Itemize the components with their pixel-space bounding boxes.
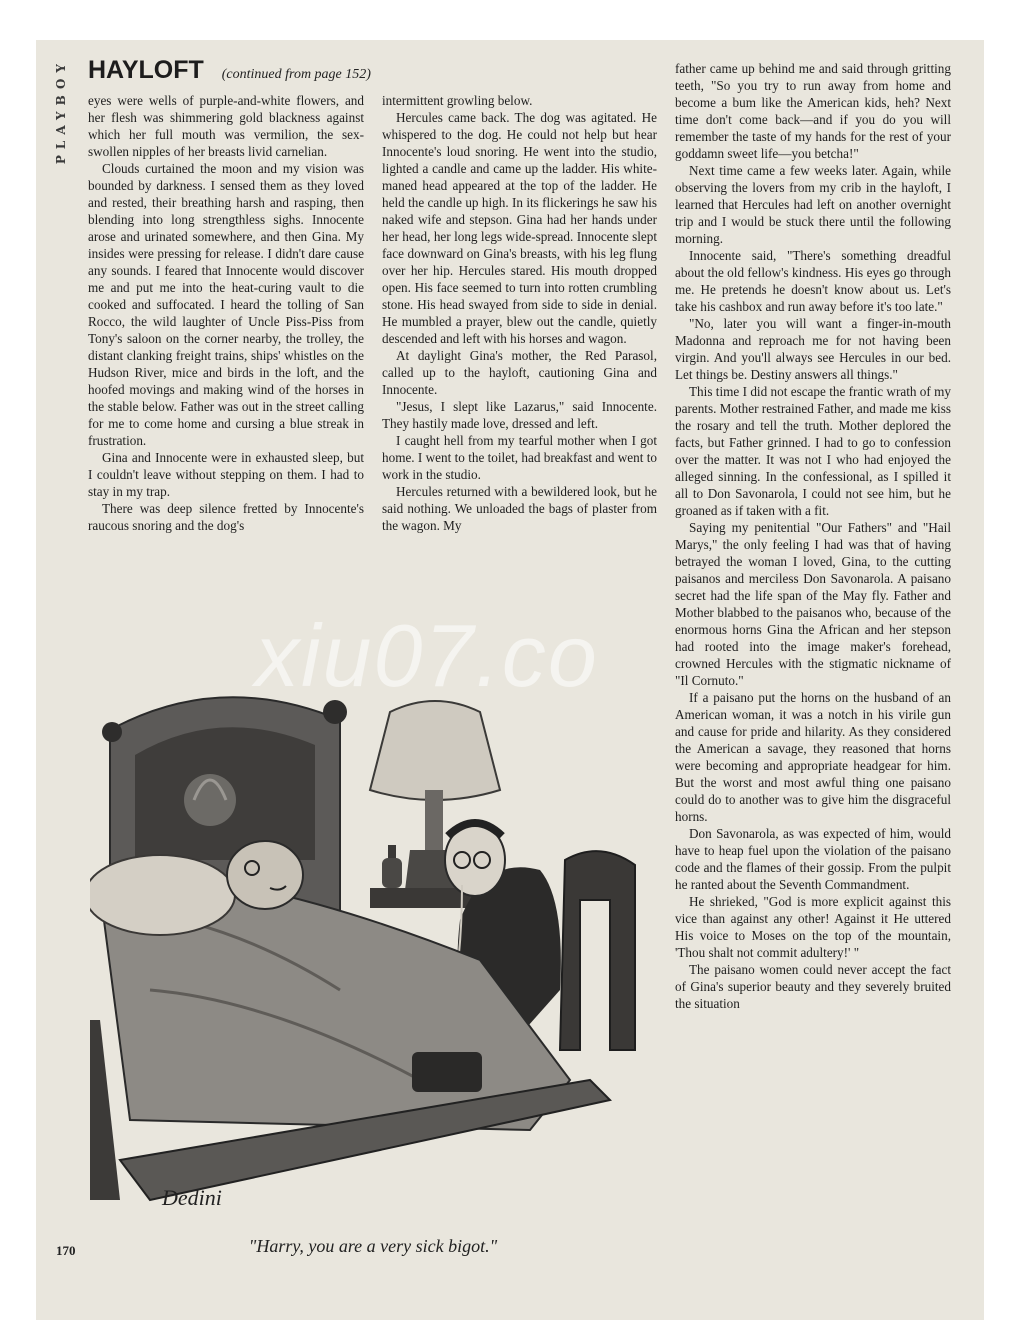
paragraph: At daylight Gina's mother, the Red Parasol, called up to the hayloft, cautioning Gina and Innocente. <box>382 348 657 397</box>
patient-figure <box>227 841 303 909</box>
text-column-1 <box>88 92 364 534</box>
cartoon-illustration <box>90 660 660 1220</box>
paragraph: There was deep silence fretted by Innocente's raucous snoring and the dog's <box>88 501 364 533</box>
paragraph: Saying my penitential "Our Fathers" and "Hail Marys," the only feeling I had was that of having betrayed the woman I loved, Gina, to the cutting paisanos and merciless Don Savonarola. A paisano secret had the life span of the May fly. Father and Mother blabbed to the paisanos who, because of the enormous horns Gina the African and her stepson had rooted into the image maker's forehead, crowned Hercules with the stigmatic nickname of "Il Cornuto." <box>675 520 951 688</box>
article-title: HAYLOFT <box>88 56 204 84</box>
cartoon-caption: "Harry, you are a very sick bigot." <box>248 1236 498 1256</box>
paragraph: Next time came a few weeks later. Again, while observing the lovers from my crib in the hayloft, I learned that Hercules had left on another overnight trip and I would be stuck there until the following morning. <box>675 163 951 246</box>
page-number: 170 <box>56 1243 76 1258</box>
watermark: xiu07.co <box>255 606 599 705</box>
artist-signature: Dedini <box>162 1185 222 1210</box>
paragraph: Innocente said, "There's something dreadful about the old fellow's kindness. His eyes go through me. He pretends he doesn't know about us. Let's take his cashbox and run away before it's too late." <box>675 248 951 314</box>
paragraph: I caught hell from my tearful mother when I got home. I went to the toilet, had breakfast and went to work in the studio. <box>382 433 657 482</box>
paragraph: Hercules returned with a bewildered look, but he said nothing. We unloaded the bags of plaster from the wagon. My <box>382 484 657 533</box>
paragraph: father came up behind me and said through gritting teeth, "So you try to run away from home and become a bum like the American kids, heh? Next time don't come back—and if you do you will remember the taste of my hands for the rest of your goddamn sweet life—you betcha!" <box>675 61 951 161</box>
paragraph: He shrieked, "God is more explicit against this vice than against any other! Against it He uttered His voice to Moses on the top of the mountain, 'Thou shalt not commit adultery!' " <box>675 894 951 960</box>
paragraph: Clouds curtained the moon and my vision was bounded by darkness. I sensed them as they loved and rested, their breathing harsh and rasping, then blending into long strengthless sighs. Innocente arose and urinated somewhere, and then Gina. My insides were pressing for release. I didn't dare cause any sounds. I feared that Innocente would discover me and put me into the heat-curing vault to die cooked and suffocated. I heard the tolling of San Rocco, the wild laughter of Uncle Piss-Piss from Tony's saloon on the corner nearby, the trolley, the distant clanking freight trains, ships' whistles on the Hudson River, mice and birds in the loft, and the hoofed movings and making wind of the horses in the stable below. Father was out in the street calling for me to come home and cursing a blue streak in frustration. <box>88 161 364 448</box>
continued-note: (continued from page 152) <box>221 67 371 82</box>
paragraph: intermittent growling below. <box>382 93 533 108</box>
text-column-3 <box>675 60 951 1012</box>
paragraph: "Jesus, I slept like Lazarus," said Innocente. They hastily made love, dressed and left. <box>382 399 657 431</box>
paragraph: Don Savonarola, as was expected of him, would have to heap fuel upon the violation of the paisano code and the flames of their gossip. From the pulpit he ranted about the Seventh Commandment. <box>675 826 951 892</box>
paragraph: Gina and Innocente were in exhausted sleep, but I couldn't leave without stepping on them. I had to stay in my trap. <box>88 450 364 499</box>
paragraph: eyes were wells of purple-and-white flowers, and her flesh was shimmering gold blackness against which her full mouth was vermilion, the sex-swollen nipples of her breasts livid carnelian. <box>88 93 364 159</box>
paragraph: "No, later you will want a finger-in-mouth Madonna and reproach me for not having been virgin. And you'll always see Hercules in our bed. Let things be. Destiny answers all things." <box>675 316 951 382</box>
text-column-2 <box>382 92 657 534</box>
paragraph: The paisano women could never accept the fact of Gina's superior beauty and they severely bruited the situation <box>675 962 951 1011</box>
paragraph: If a paisano put the horns on the husband of an American woman, it was a notch in his virile gun and cause for pride and hilarity. As they considered the American a savage, they reasoned that horns were becoming and appropriate headgear for him. But the worst and most awful thing one paisano could do to another was to give him the disgraceful horns. <box>675 690 951 824</box>
paragraph: This time I did not escape the frantic wrath of my parents. Mother restrained Father, and made me kiss the rosary and tell the truth. Mother deplored the facts, but Father grinned. I had to go to confession over the matter. It was not I who had enjoyed the alleged sinning. In the confessional, as I spilled it all to Don Savonarola, I could not see him, but he groaned as if taken with a fit. <box>675 384 951 518</box>
paragraph: Hercules came back. The dog was agitated. He whispered to the dog. He could not help but hear Innocente's loud snoring. He went into the studio, lighted a candle and came up the ladder. His white-maned head appeared at the top of the ladder. He held the candle up high. In its flickerings he saw his naked wife and stepson. Gina had her hands under her head, her long legs wide-spread. Innocente slept face downward on Gina's breasts, with his leg flung over her hip. Hercules stared. His mouth dropped open. His face seemed to turn into rotten crumbling stone. His head swayed from side to side in denial. He mumbled a prayer, blew out the candle, quietly descended and left with his horses and wagon. <box>382 110 657 346</box>
magazine-sidebar-title: PLAYBOY <box>54 58 68 165</box>
article-headline <box>88 56 371 85</box>
